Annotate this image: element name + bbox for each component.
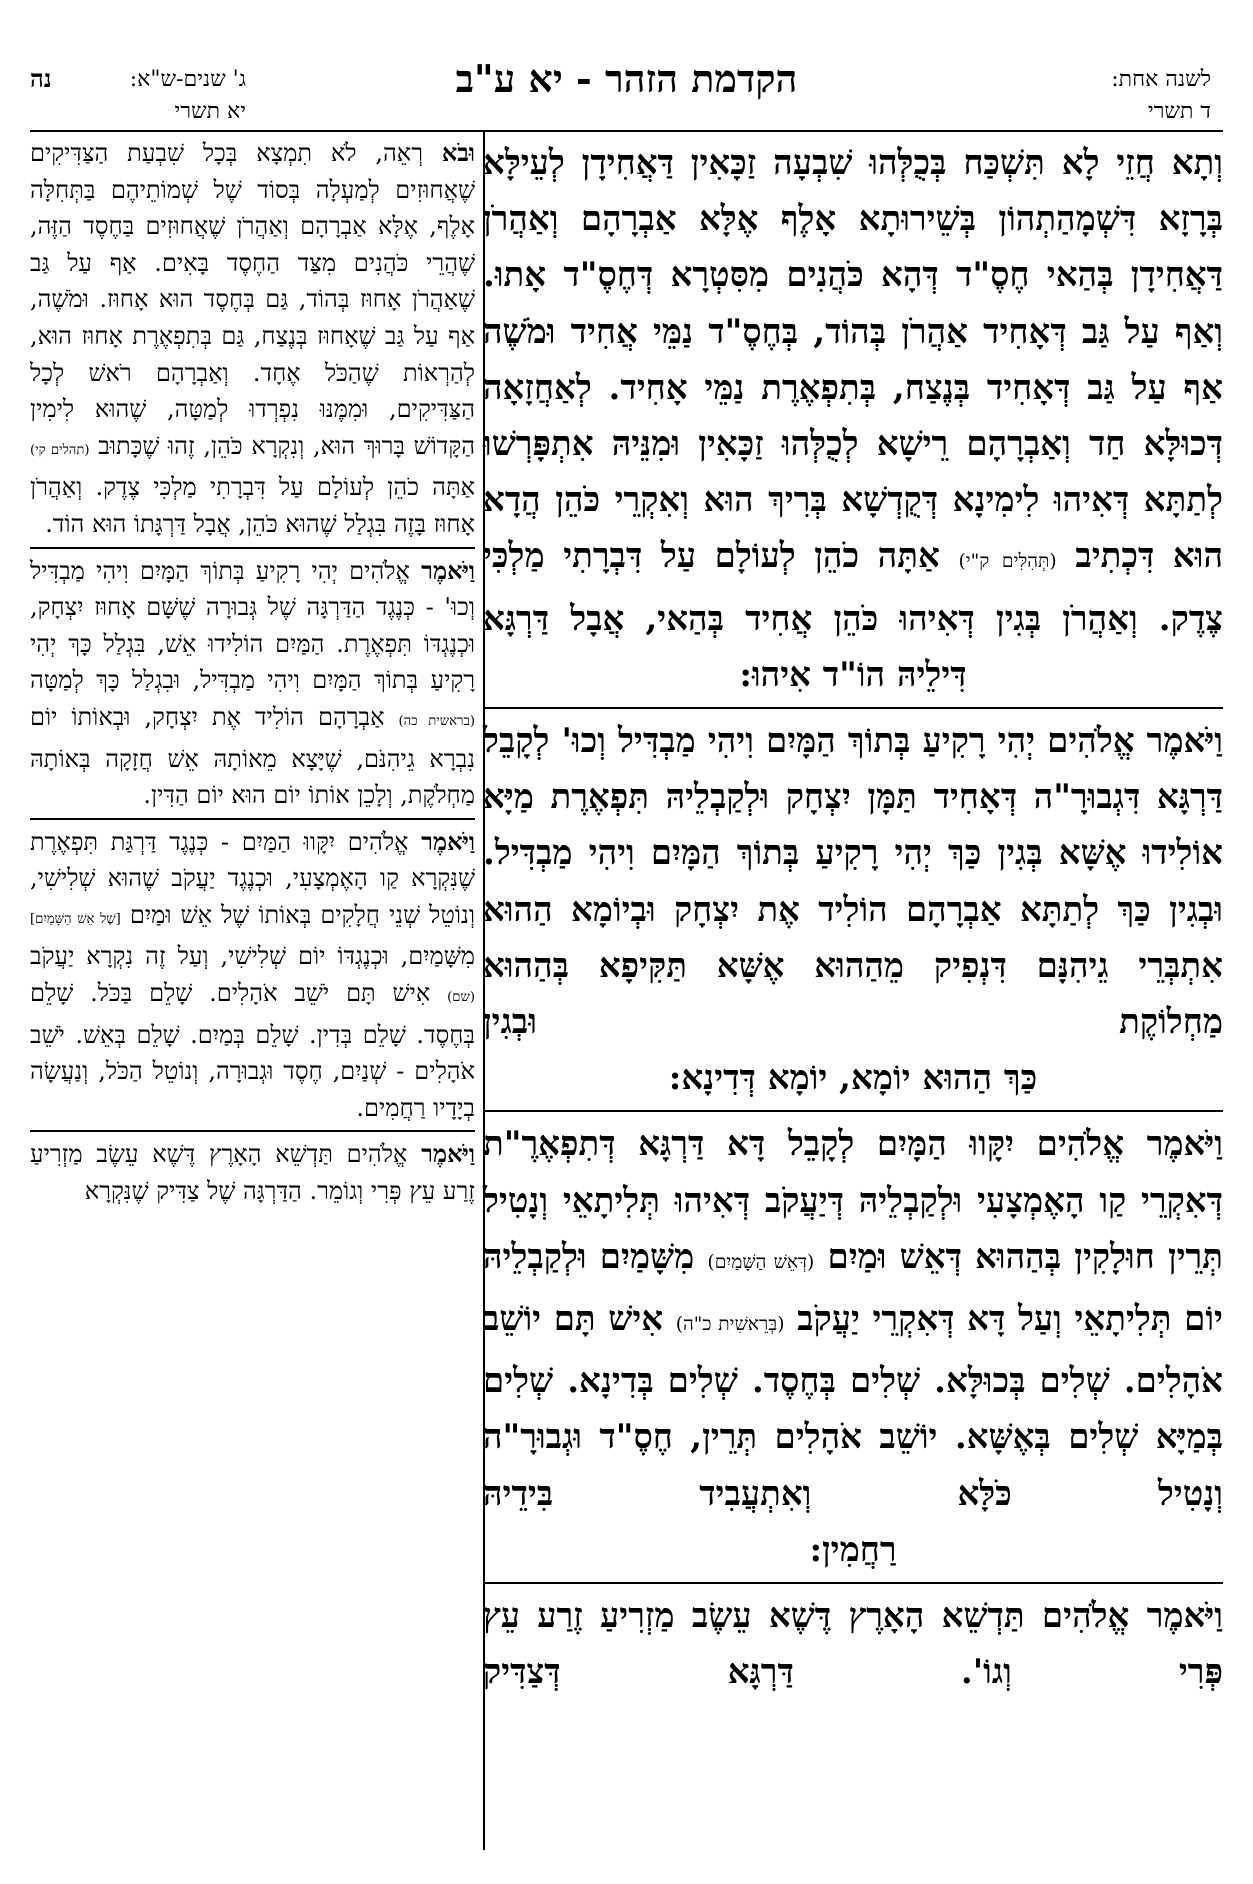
side-separator-2 (30, 818, 475, 820)
page-header (30, 52, 1223, 142)
side-p1-opening-word: וּבֹא (441, 138, 475, 167)
main-p1b-text: אַתָּה כֹהֵן לְעוֹלָם עַל דִּבְרָתִי מַלְכִּי צֶדֶק. וְאַהֲרֹן בְּגִין דְּאִיהוּ כֹּהֵן אֲחִיד בְּהַאי, אֲבָל דַּרְגָּא (483, 536, 1223, 639)
main-paragraph-1 (483, 135, 1223, 647)
page-title: הקדמת הזהר - יא ע"ב (455, 56, 798, 101)
main-separator-2 (483, 1110, 1223, 1112)
main-p3b-text: מִשָּׁמַיִם וּלְקַבְלֵיהּ יוֹם תְּלִיתָאֵי וְעַל דָּא דְּאִקְרֵי יַעֲקֹב (483, 1236, 1223, 1340)
side-p3-text: אֱלֹהִים יִקָּווּ הַמַּיִם - כְּנֶגֶד דַּרְגַּת תִּפְאֶרֶת שֶׁנִּקְרָא קַו הָאֶמְצָעִי, וּכְנֶגֶד יַעֲקֹב שֶׁהוּא שְׁלִישִׁי, וְנוֹטֵל שְׁנֵי חֲלָקִים בְּאוֹתוֹ שֶׁל אֵשׁ וּמַיִם (30, 827, 475, 929)
side-p1-text: רְאֵה, לֹא תִמְצָא בְּכָל שִׁבְעַת הַצַּדִּיקִים שֶׁאֲחוּזִים לְמַעְלָה בְּסוֹד שֶׁל שְׁמוֹתֵיהֶם בַּתְּחִלָּה אָלֶף, אֶלָּא אַבְרָהָם וְאַהֲרֹן שֶׁאֲחוּזִים בַּחֶסֶד הַזֶּה, שֶׁהֲרֵי כֹּהֲנִים מִצַּד הַחֶסֶד בָּאִים. אַף עַל גַּב שֶׁאַהֲרֹן אָחוּז בְּהוֹד, גַּם בְּחֶסֶד הוּא אָחוּז. וּמֹשֶׁה, אַף עַל גַּב שֶׁאָחוּז בְּנֶצַח, גַּם בְּתִפְאֶרֶת אָחוּז הוּא, לְהַרְאוֹת שֶׁהַכֹּל אֶחָד. וְאַבְרָהָם רֹאשׁ לְכָל הַצַּדִּיקִים, וּמִמֶּנּוּ נִפְרְדוּ לְמַטָּה, שֶׁהוּא לִימִין הַקָּדוֹשׁ בָּרוּךְ הוּא, וְנִקְרָא כֹּהֵן, זֶהוּ שֶׁכָּתוּב (30, 139, 475, 460)
main-paragraph-3 (483, 1116, 1223, 1521)
side-p4-opening-word: וַיֹּאמֶר (421, 1139, 475, 1169)
side-paragraph-3 (30, 824, 475, 1127)
main-paragraph-2: וַיֹּאמֶר אֱלֹהִים יְהִי רָקִיעַ בְּתוֹךְ הַמָּיִם וִיהִי מַבְדִּיל וְכוּ' לְקָבֵל דַּרְגָּא דִּגְבוּרָ"ה דְּאָחִיד תַּמָּן יִצְחָק וּלְקַבְלֵיהּ תִּפְאֶרֶת מַיָּא אוֹלִידוּ אֶשָּׁא בְּגִין כַּךְ יְהִי רָקִיעַ בְּתוֹךְ הַמָּיִם וִיהִי מַבְדִּיל. וּבְגִין כַּךְ לְתַתָּא אַבְרָהָם הוֹלִיד אֶת יִצְחָק וּבְיוֹמָא הַהוּא אִתְבְּרֵי גֵיהִנָּם דִּנְפִיק מֵהַהוּא אֶשָּׁא תַּקִּיפָא בְּהַהוּא מַחְלוֹקֶת וּבְגִין (483, 721, 1223, 1043)
main-p3-source-1: (דְּאֵשׁ הַשָּׁמַיִם) (707, 1251, 815, 1273)
side-p2-source: (בראשית כה) (398, 713, 475, 729)
side-p1-source: (תהלים קי) (30, 442, 90, 458)
side-separator-3 (30, 1130, 475, 1132)
main-paragraph-2-end: כַּךְ הַהוּא יוֹמָא, יוֹמָא דְּדִינָא: (668, 1058, 1038, 1099)
side-p3c-text: אִישׁ תָּם יֹשֵׁב אֹהָלִים. שָׁלֵם בַּכֹּל. שָׁלֵם בְּחֶסֶד. שָׁלֵם בְּדִין. שָׁלֵם בְּמַיִם. שָׁלֵם בְּאֵשׁ. יֹשֵׁב אֹהָלִים - שְׁנַיִם, חֶסֶד וּגְבוּרָה, וְנוֹטֵל הַכֹּל, וְנַעֲשָׂה בְיָדָיו רַחֲמִים. (30, 979, 475, 1122)
hebrew-translation-column (30, 135, 475, 1210)
main-p3-source-2: (בְּרֵאשִׁית כ"ה) (675, 1314, 785, 1336)
side-p4-text: אֱלֹהִים תַּדְשֵׁא הָאָרֶץ דֶּשֶׁא עֵשֶׂב מַזְרִיעַ זֶרַע עֵץ פְּרִי וְגוֹמֵר. הַדַּרְגָּה שֶׁל צַדִּיק שֶׁנִּקְרָא (30, 1140, 475, 1206)
side-p2-text: אֱלֹהִים יְהִי רָקִיעַ בְּתוֹךְ הַמָּיִם וִיהִי מַבְדִּיל וְכוּ' - כְּנֶגֶד הַדַּרְגָּה שֶׁל גְּבוּרָה שֶׁשָּׁם אָחוּז יִצְחָק, וּכְנֶגְדּוֹ תִּפְאֶרֶת. הַמַּיִם הוֹלִידוּ אֵשׁ, בִּגְלַל כָּךְ יְהִי רָקִיעַ בְּתוֹךְ הַמָּיִם וִיהִי מַבְדִּיל, וּבִגְלַל כָּךְ לְמַטָּה (30, 556, 475, 695)
one-year-label: לשנה אחת: (1111, 67, 1211, 92)
side-paragraph-1 (30, 135, 475, 543)
main-paragraph-1-end: דִּילֵיהּ הוֹ"ד אִיהוּ: (739, 654, 967, 695)
aramaic-column (483, 135, 1223, 1700)
side-p2-opening-word: וַיֹּאמֶר (421, 555, 475, 585)
side-p3-source-2: (שם) (447, 990, 475, 1006)
side-p1b-text: אַתָּה כֹהֵן לְעוֹלָם עַל דִּבְרָתִי מַלְכִּי צֶדֶק. וְאַהֲרֹן אָחוּז בָּזֶה בִּגְלַל שֶׁהוּא כֹּהֵן, אֲבָל דַּרְגָּתוֹ הוּא הוֹד. (30, 473, 475, 538)
three-year-schedule (56, 64, 246, 128)
page-number: נה (30, 64, 52, 93)
side-paragraph-2 (30, 553, 475, 814)
one-year-date: ד תשרי (1147, 99, 1211, 124)
three-year-label: ג' שנים-ש"א: (129, 67, 246, 92)
main-paragraph-3-end: רַחֲמִין: (809, 1529, 897, 1570)
side-p3b-text: מִשָּׁמַיִם, וּכְנֶגְדּוֹ יוֹם שְׁלִישִׁי, וְעַל זֶה נִקְרָא יַעֲקֹב (30, 942, 475, 971)
main-p1-source: (תְּהִלִּים ק"י) (958, 551, 1057, 573)
side-p3-source-1: [שֶׁל אֵשׁ הַשָּׁמַיִם] (30, 911, 121, 927)
main-paragraph-4: וַיֹּאמֶר אֱלֹהִים תַּדְשֵׁא הָאָרֶץ דֶּשֶׁא עֵשֶׂב מַזְרִיעַ זֶרַע עֵץ פְּרִי וְגוֹ'. דַּרְגָּא דְּצַדִּיק (483, 1596, 1223, 1693)
main-p1-text: וְתָא חֲזֵי לָא תִּשְׁכַּח בְּכֻלְּהוּ שִׁבְעָה זַכָּאִין דַּאֲחִידָן לְעֵילָּא בְּרָזָא דִּשְׁמָהַתְהוֹן בְּשֵׁירוּתָא אָלֶף אֶלָּא אַבְרָהָם וְאַהֲרֹן דַּאֲחִידָן בְּהַאי חֶסֶ"ד דְּהָא כֹּהֲנִים מִסִּטְרָא דְּחֶסֶ"ד אָתוּ. וְאַף עַל גַּב דְּאָחִיד אַהֲרֹן בְּהוֹד, בְּחֶסֶ"ד נַמֵּי אֲחִיד וּמֹשֶׁה אַף עַל גַּב דְּאָחִיד בְּנֶצַח, בְּתִפְאֶרֶת נַמֵּי אָחִיד. לְאַחֲזָאָה דְּכוּלָּא חַד וְאַבְרָהָם רֵישָׁא לְכֻלְּהוּ זַכָּאִין וּמִנֵּיהּ אִתְפָּרְשׁוּ לְתַתָּא דְּאִיהוּ לִימִינָא דְּקֻדְשָׁא בְּרִיךְ הוּא וְאִקְרֵי כֹּהֵן הֲדָא הוּא דִּכְתִיב (483, 143, 1224, 577)
main-p3c-text: אִישׁ תָּם יוֹשֵׁב אֹהָלִים. שְׁלִים בְּכוּלָּא. שְׁלִים בְּחֶסֶד. שְׁלִים בְּדִינָא. שְׁלִים בְּמַיָּא שְׁלִים בְּאֶשָּׁא. יוֹשֵׁב אֹהָלִים תְּרֵין, חֶסֶ"ד וּגְבוּרָ"ה וְנָטִיל כֹּלָּא וְאִתְעֲבִיד בִּידֵיהּ (483, 1299, 1223, 1514)
main-separator-3 (483, 1582, 1223, 1584)
header-rule (30, 130, 1223, 132)
side-paragraph-4 (30, 1136, 475, 1209)
side-separator-1 (30, 547, 475, 549)
main-separator-1 (483, 707, 1223, 709)
side-p2b-text: אַבְרָהָם הוֹלִיד אֶת יִצְחָק, וּבְאוֹתוֹ יוֹם נִבְרָא גֵיהִנֹּם, שֶׁיָּצָא מֵאוֹתָהּ אֵשׁ חֲזָקָה בְּאוֹתָהּ מַחְלֹקֶת, וְלָכֵן אוֹתוֹ יוֹם הוּא יוֹם הַדִּין. (30, 702, 475, 810)
three-year-date: יא תשרי (174, 99, 246, 124)
side-p3-opening-word: וַיֹּאמֶר (421, 826, 475, 856)
main-p3-text: וַיֹּאמֶר אֱלֹהִים יִקָּווּ הַמָּיִם לְקָבֵל דָּא דַּרְגָּא דְּתִפְאֶרֶ"ת דְּאִקְרֵי קַו הָאֶמְצָעִי וּלְקַבְלֵיהּ דְּיַעֲקֹב דְּאִיהוּ תְּלִיתָאֵי וְנָטִיל תְּרֵין חוּלָקִין בְּהַהוּא דְּאֵשׁ וּמַיִם (483, 1124, 1223, 1277)
